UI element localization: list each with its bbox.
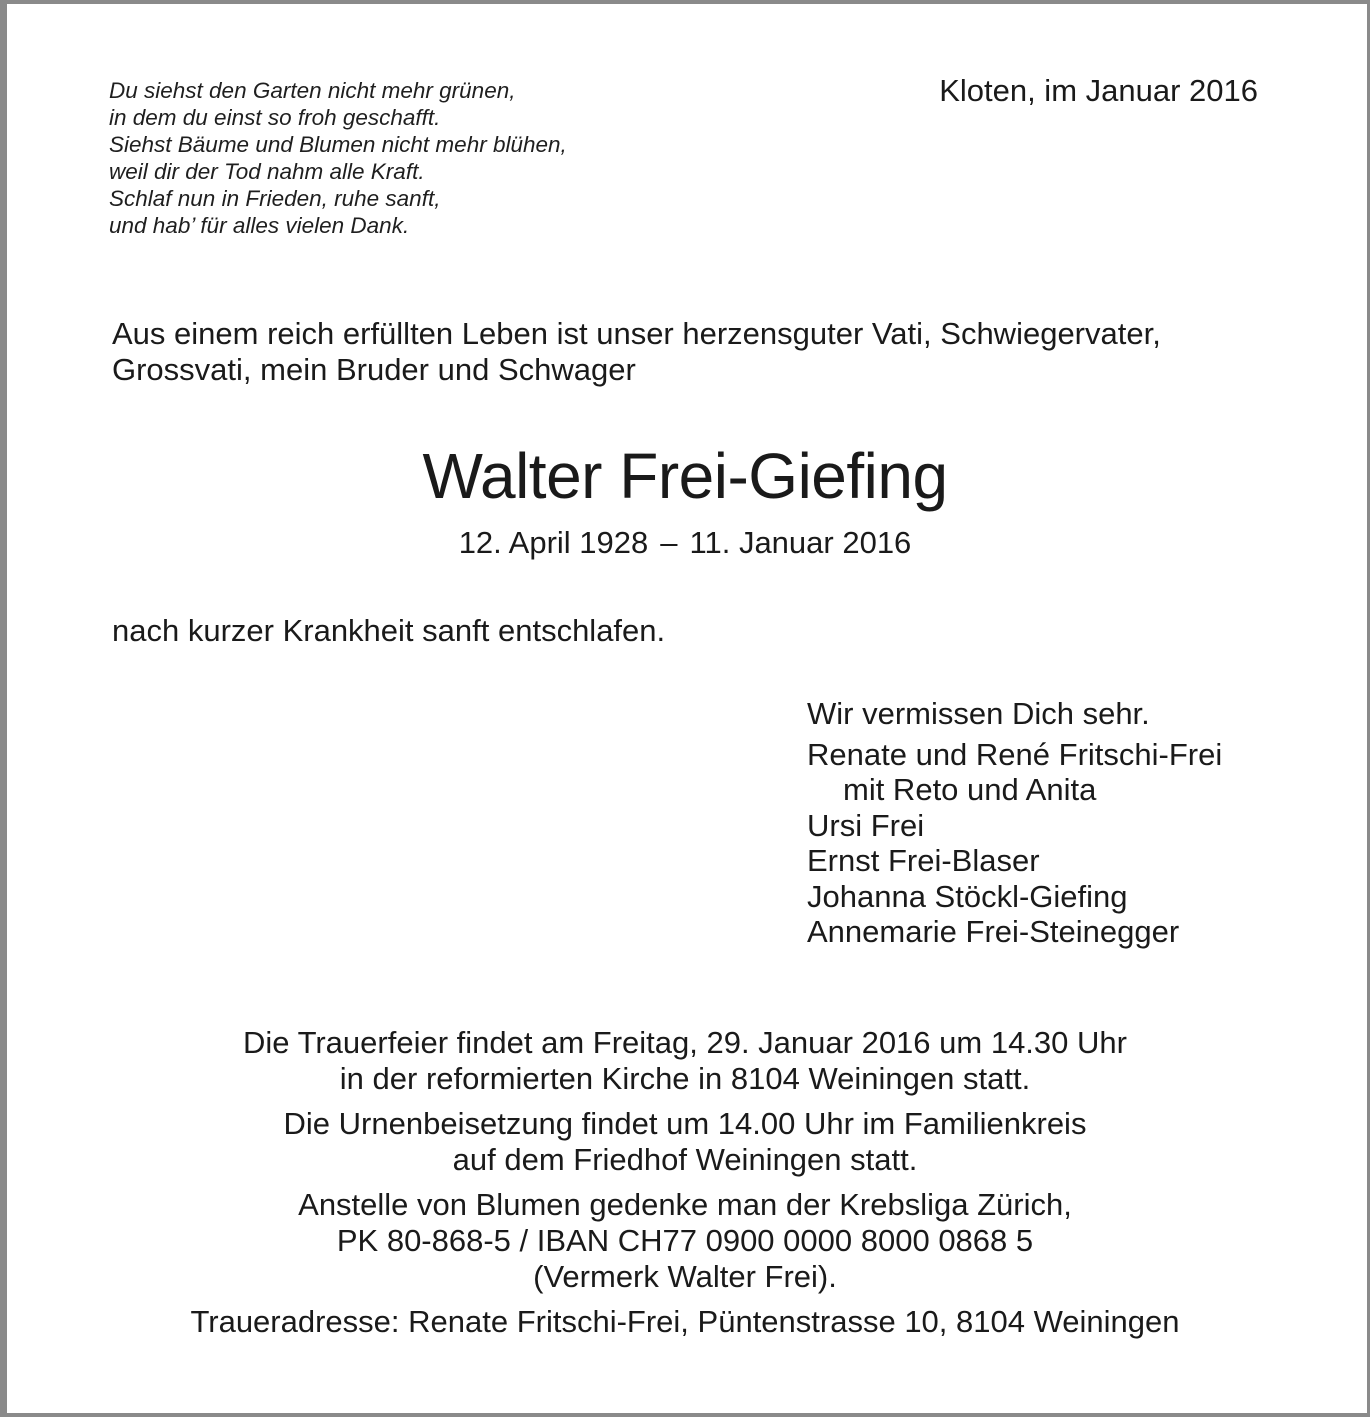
detail-line: Die Trauerfeier findet am Freitag, 29. Januar 2016 um 14.30 Uhr xyxy=(243,1025,1127,1060)
intro-line: Grossvati, mein Bruder und Schwager xyxy=(112,352,636,387)
mourner-name: Ursi Frei xyxy=(807,807,925,843)
burial-info xyxy=(0,1106,1370,1178)
announcement-intro xyxy=(112,316,1161,388)
life-dates xyxy=(0,525,1370,561)
detail-line: in der reformierten Kirche in 8104 Weiningen statt. xyxy=(339,1061,1031,1096)
poem-line: Schlaf nun in Frieden, ruhe sanft, xyxy=(109,186,441,211)
funeral-details xyxy=(0,1025,1370,1340)
poem-line: und hab’ für alles vielen Dank. xyxy=(109,213,410,238)
deceased-name: Walter Frei-Giefing xyxy=(422,440,948,512)
mourner-name: Ernst Frei-Blaser xyxy=(807,843,1040,878)
detail-line: (Vermerk Walter Frei). xyxy=(533,1259,837,1294)
birth-date: 12. April 1928 xyxy=(458,525,649,560)
poem-line: Siehst Bäume und Blumen nicht mehr blühen, xyxy=(109,132,567,157)
intro-line: Aus einem reich erfüllten Leben ist unser herzensguter Vati, Schwiegervater, xyxy=(112,316,1161,351)
poem-line: weil dir der Tod nahm alle Kraft. xyxy=(109,159,425,184)
date-separator: – xyxy=(660,525,678,560)
detail-line: Die Urnenbeisetzung findet um 14.00 Uhr im Familienkreis xyxy=(283,1106,1087,1141)
mourners-block xyxy=(807,696,1222,950)
mourner-name: Annemarie Frei-Steinegger xyxy=(807,914,1180,949)
memorial-poem xyxy=(109,77,567,239)
donation-info xyxy=(0,1187,1370,1295)
mourning-address: Traueradresse: Renate Fritschi-Frei, Püntenstrasse 10, 8104 Weiningen xyxy=(190,1304,1180,1339)
mourner-name: Renate und René Fritschi-Frei xyxy=(807,736,1223,772)
poem-line: in dem du einst so froh geschafft. xyxy=(109,105,441,130)
mourner-name: Johanna Stöckl-Giefing xyxy=(807,878,1128,914)
mourners-intro: Wir vermissen Dich sehr. xyxy=(807,696,1150,731)
passed-text: nach kurzer Krankheit sanft entschlafen. xyxy=(112,613,666,648)
detail-line: auf dem Friedhof Weiningen statt. xyxy=(452,1142,918,1177)
service-info xyxy=(0,1025,1370,1097)
place-date: Kloten, im Januar 2016 xyxy=(939,73,1258,108)
death-date: 11. Januar 2016 xyxy=(689,525,912,560)
poem-line: Du siehst den Garten nicht mehr grünen, xyxy=(109,78,516,103)
detail-line: PK 80-868-5 / IBAN CH77 0900 0000 8000 0868 5 xyxy=(336,1223,1034,1258)
detail-line: Anstelle von Blumen gedenke man der Krebsliga Zürich, xyxy=(298,1187,1072,1222)
mourner-name: mit Reto und Anita xyxy=(843,772,1097,807)
